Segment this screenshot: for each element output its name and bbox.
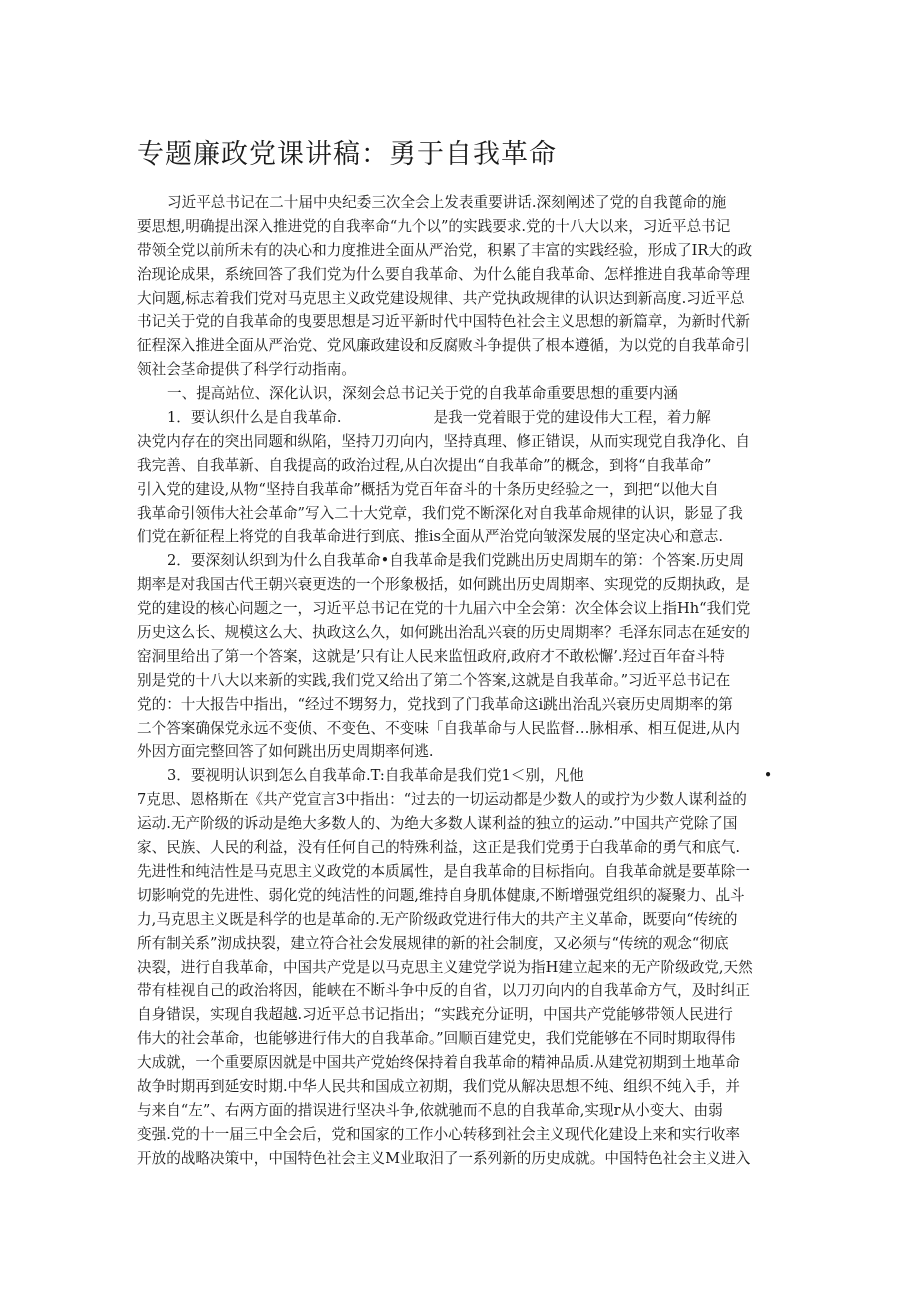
text-line: 别是党的十八大以来新的实践,我们党又给出了第二个答案,这就是自我革命。”习近平总书记在 bbox=[137, 671, 731, 689]
text-line: 我完善、自我革新、自我提高的政治过程,从白次提出“自我革命”的概念，到将“自我革命” bbox=[137, 456, 712, 474]
text-line: 二个答案确保党永远不变侦、不变色、不变味「自我革命与人民监督…脉相承、相互促进,从内 bbox=[137, 719, 740, 737]
text-line: 自身错误，实现自我超越.习近平总书记指出；“实践充分证明，中国共产党能够带领人民进行 bbox=[137, 1006, 733, 1024]
text-line: 家、民族、人民的利益，没有任何自己的特殊利益，这正是我们党勇于白我革命的勇气和底气. bbox=[137, 839, 740, 857]
document-body bbox=[137, 191, 792, 1171]
text-line: 运动.无产阶级的诉动是绝大多数人的、为绝大多数人谋利益的独立的运动.”中国共产党除了国 bbox=[137, 815, 738, 833]
text-line: 力,马克思主义既是科学的也是革命的.无产阶级政党进行伟大的共产主义革命，既要向“传统的 bbox=[137, 910, 738, 928]
text-line: 历史这么长、规模这么大、执政这么久，如何跳出治乱兴衰的历史周期率？毛泽东同志在延安的 bbox=[137, 624, 750, 642]
text-line: 大成就，一个重要原因就是中国共产党始终保持着自我革命的精神品质.从建党初期到土地革命 bbox=[137, 1054, 740, 1072]
bullet-mark: • bbox=[763, 767, 773, 785]
text-line: 党的：十大报告中指出，“经过不甥努力，党找到了门我革命这i跳出治乱兴衰历史周期率的第 bbox=[137, 695, 733, 713]
text-line: 决党内存在的突出同题和纵陷，坚持刀刃向内，坚持真理、修正错误，从而实现党自我净化、自 bbox=[137, 432, 750, 450]
point-1-heading: 1．要认织什么是自我革命. bbox=[167, 409, 342, 427]
document-title: 专题廉政党课讲稿：勇于自我革命 bbox=[137, 139, 557, 170]
text-line: 带领全党以前所未有的决心和力度推进全面从严治党，积累了丰富的实践经验，形成了IR大的政 bbox=[137, 241, 753, 259]
text-line: 要思想,明确提出深入推进党的自我率命“九个以”的实践要求.党的十八大以来，习近平总书记 bbox=[137, 217, 731, 235]
text-line: 决裂，进行自我革命，中国共产党是以马克思主义建党学说为指H建立起来的无产阶级政党,天然 bbox=[137, 958, 753, 976]
text-line: 开放的战略决策中，中国特色社会主义M业取汨了一系列新的历史成就。中国特色社会主义进入 bbox=[137, 1149, 751, 1167]
point-1-text: 是我一党着眼于党的建设伟大工程，着力解 bbox=[433, 409, 711, 427]
text-line: 7克思、恩格斯在《共产党宣言3中指出：“过去的一切运动都是少数人的或拧为少数人谋利益的 bbox=[137, 791, 747, 809]
point-2-heading: 2．要深刻认织到为什么自我革命•自我革命是我们党跳出历史周期车的第：个答案.历史周 bbox=[167, 552, 745, 570]
text-line: 与来自“左”、右两方面的措误进行坚决斗争,依就驰而不息的自我革命,实现r从小变大、由弱 bbox=[137, 1101, 723, 1119]
text-line: 期率是对我国古代王朝兴衰更迭的一个形象极括，如何跳出历史周期率、实现党的反期执政，是 bbox=[137, 576, 750, 594]
text-line: 引入党的建设,从物“坚持自我革命”概括为党百年奋斗的十条历史经验之一，到把“以他大自 bbox=[137, 480, 719, 498]
text-line: 书记关于党的自我革命的曳要思想是习近平新时代中国特色社会主义思想的新篇章，为新时代新 bbox=[137, 313, 750, 331]
text-line: 切影响党的先进性、弱化党的纯洁性的问题,维持自身肌体健康,不断增强党组织的凝聚力、乩斗 bbox=[137, 886, 745, 904]
text-line: 党的建设的核心问题之一，习近平总书记在党的十九届六中全会第：次全体会议上指Hh“我们党 bbox=[137, 600, 751, 618]
text-line: 领社会茎命提供了科学行动指南。 bbox=[137, 361, 356, 379]
text-line: 外因方面完整回答了如何跳出历史周期率何逃. bbox=[137, 743, 434, 761]
text-line bbox=[137, 406, 792, 430]
text-line: 所有制关系”沏成抉裂，建立符合社会发展规律的新的社会制度，又必须与“传统的观念“彻底 bbox=[137, 934, 729, 952]
text-line: 治现论成果，系统回答了我们党为什么要自我革命、为什么能自我革命、怎样推进自我革命等理 bbox=[137, 265, 750, 283]
text-line: 变强.党的十一届三中全会后，党和国家的工作小心转移到社会主义现代化建设上来和实行收率 bbox=[137, 1125, 740, 1143]
point-3-heading: 3．要视明认识到怎么自我革命.T:自我革命是我们党1＜别，凡他 bbox=[167, 767, 584, 785]
text-line: 习近平总书记在二十届中央纪委三次全会上发表重要讲话.深刻阐述了党的自我蓖命的施 bbox=[167, 194, 727, 211]
text-line: 们党在新征程上将党的自我革命进行到底、推is全面从严治党向皱深发展的坚定决心和意志. bbox=[137, 528, 723, 546]
text-line: 窑洞里给出了第一个答案，这就是’只有让人民来监忸政府,政府才不敢松懈’.羟过百年奋斗特 bbox=[137, 647, 725, 665]
section-heading-1: 一、提高站位、深化认识，深刻会总书记关于党的自我革命重要思想的重要内涵 bbox=[167, 385, 678, 403]
text-line: 带有桂视自己的政治将因，能峡在不断斗争中反的自省，以刀刃向内的自我革命方气，及时纠正 bbox=[137, 982, 750, 1000]
text-line: 大问题,标志着我们党对马克思主义政党建设规律、共产党执政规律的认识达到新高度.习近平总 bbox=[137, 289, 745, 307]
text-line: 故争时期再到延安时期.中华人民共和国成立初期，我们党从解决思想不纯、组织不纯入手，并 bbox=[137, 1077, 740, 1095]
text-line: 先进性和纯洁性是马克思主义政党的本质属性，是自我革命的目标指向。自我革命就是要革除一 bbox=[137, 862, 750, 880]
text-line: 伟大的社会革命，也能够进行伟大的自我革命。”回顺百建党史，我们党能够在不同时期取得伟 bbox=[137, 1030, 736, 1048]
text-line: 征程深入推进全面从严治党、党风廉政建设和反腐败斗争提供了根本遵循，为以党的自我革命引 bbox=[137, 337, 750, 355]
text-line: 我革命引领伟大社会革命”写入二十大党章，我们党不断深化对自我革命规律的认识，影显了我 bbox=[137, 504, 743, 522]
text-line bbox=[137, 764, 792, 788]
